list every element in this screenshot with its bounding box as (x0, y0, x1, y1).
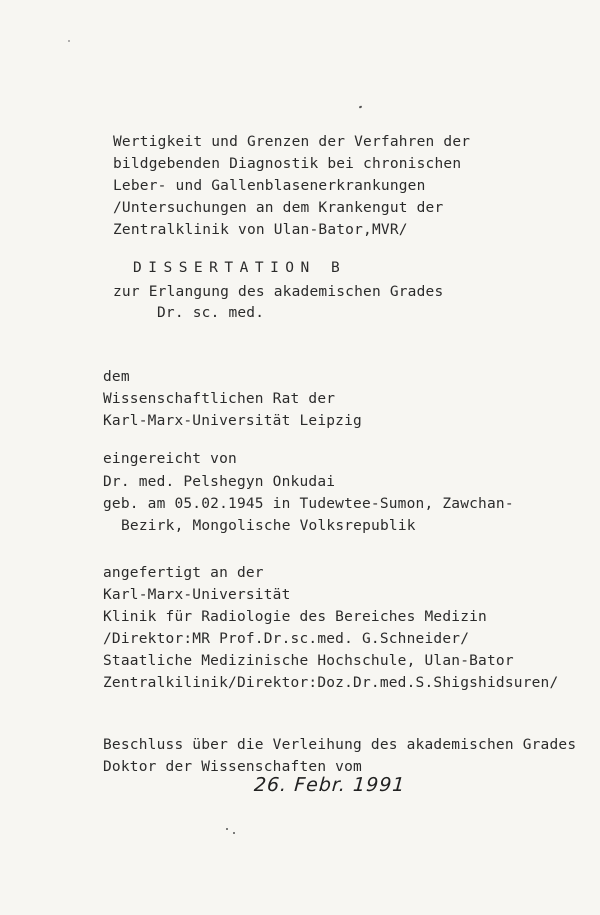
paper-speck (68, 40, 70, 42)
recipient-line-1: dem (103, 369, 130, 385)
handwritten-date: 26. Febr. 1991 (253, 774, 407, 796)
birth-line-2: Bezirk, Mongolische Volksrepublik (121, 518, 416, 534)
dissertation-degree: Dr. sc. med. (157, 305, 265, 321)
dissertation-heading: DISSERTATION B (133, 260, 347, 276)
paper-speck (359, 105, 363, 108)
title-line-1: Wertigkeit und Grenzen der Verfahren der (113, 134, 471, 150)
prepared-line-2: Klinik für Radiologie des Bereiches Medizin (103, 609, 487, 625)
title-line-5: Zentralklinik von Ulan-Bator,MVR/ (113, 222, 408, 238)
paper-speck (233, 832, 235, 834)
prepared-line-1: Karl-Marx-Universität (103, 587, 291, 603)
decision-line-1: Beschluss über die Verleihung des akademischen Grades (103, 737, 577, 753)
author-name: Dr. med. Pelshegyn Onkudai (103, 474, 336, 490)
birth-line-1: geb. am 05.02.1945 in Tudewtee-Sumon, Zawchan- (103, 496, 514, 512)
title-line-2: bildgebenden Diagnostik bei chronischen (113, 156, 462, 172)
submitted-label: eingereicht von (103, 451, 237, 467)
prepared-line-4: Staatliche Medizinische Hochschule, Ulan-Bator (103, 653, 514, 669)
prepared-line-3: /Direktor:MR Prof.Dr.sc.med. G.Schneider/ (103, 631, 470, 647)
title-line-4: /Untersuchungen an dem Krankengut der (113, 200, 444, 216)
recipient-line-3: Karl-Marx-Universität Leipzig (103, 413, 362, 429)
dissertation-purpose: zur Erlangung des akademischen Grades (113, 284, 444, 300)
recipient-line-2: Wissenschaftlichen Rat der (103, 391, 336, 407)
prepared-label: angefertigt an der (103, 565, 264, 581)
decision-line-2: Doktor der Wissenschaften vom (103, 759, 362, 775)
paper-speck (226, 828, 228, 830)
prepared-line-5: Zentralkilinik/Direktor:Doz.Dr.med.S.Shigshidsuren/ (103, 675, 559, 691)
title-line-3: Leber- und Gallenblasenerkrankungen (113, 178, 426, 194)
